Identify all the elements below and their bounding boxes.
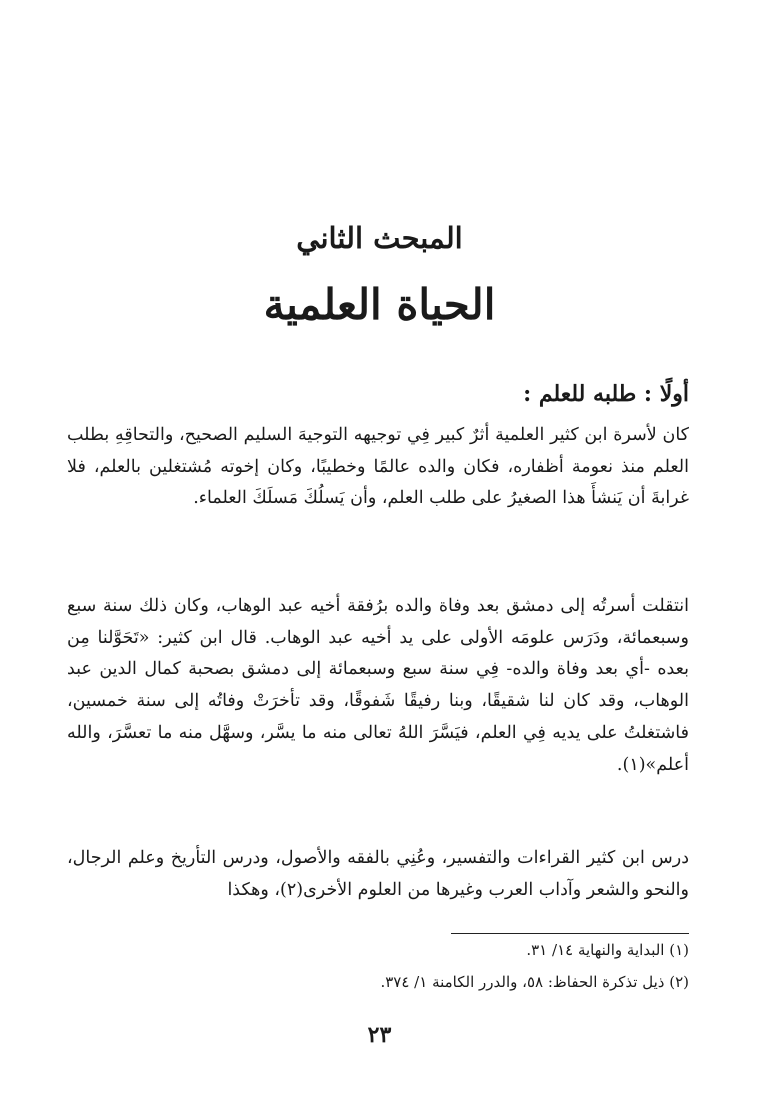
footnote-1: (١) البداية والنهاية ١٤/ ٣١. [526,941,689,959]
paragraph-1: كان لأسرة ابن كثير العلمية أثرٌ كبير فِي توجيهه التوجيهَ السليم الصحيح، والتحاقِهِ بطلب العلم منذ نعومة أظفاره، فكان والده عالمًا وخطيبًا، وكان إخوته مُشتغلين بالعلم، فلا غرابةَ أن يَنشأَ هذا الصغيرُ على طلب العلم، وأن يَسلُكَ مَسلَكَ العلماء. [67,425,689,509]
page-number: ٢٣ [367,1022,392,1048]
chapter-subtitle: المبحث الثاني [296,221,463,255]
footnote-separator [451,933,689,934]
paragraph-2: انتقلت أسرتُه إلى دمشق بعد وفاة والده برُفقة أخيه عبد الوهاب، وكان ذلك سنة سبع وسبعمائة، ودَرَس علومَه الأولى على يد أخيه عبد الوهاب. قال ابن كثير: «تَحَوَّلنا مِن بعده -أي بعد وفاة والده- فِي سنة سبع وسبعمائة إلى دمشق بصحبة كمال الدين عبد الوهاب، وقد كان لنا شقيقًا، وبنا رفيقًا شَفوقًا، وقد تأخرَتْ وفاتُه إلى سنة خمسين، فاشتغلتُ على يديه فِي العلم، فيَسَّرَ اللهُ تعالى منه ما يسَّر، وسهَّل منه ما تعسَّرَ، والله أعلم»(١). [67,596,689,775]
footnote-2: (٢) ذيل تذكرة الحفاظ: ٥٨، والدرر الكامنة ١/ ٣٧٤. [380,973,689,991]
section-heading: أولًا : طلبه للعلم : [523,381,689,407]
chapter-title: الحياة العلمية [263,280,496,329]
paragraph-3: درس ابن كثير القراءات والتفسير، وعُنِي بالفقه والأصول، ودرس التأريخ وعلم الرجال، والنحو والشعر وآداب العرب وغيرها من العلوم الأخرى(٢)، وهكذا [67,848,689,900]
